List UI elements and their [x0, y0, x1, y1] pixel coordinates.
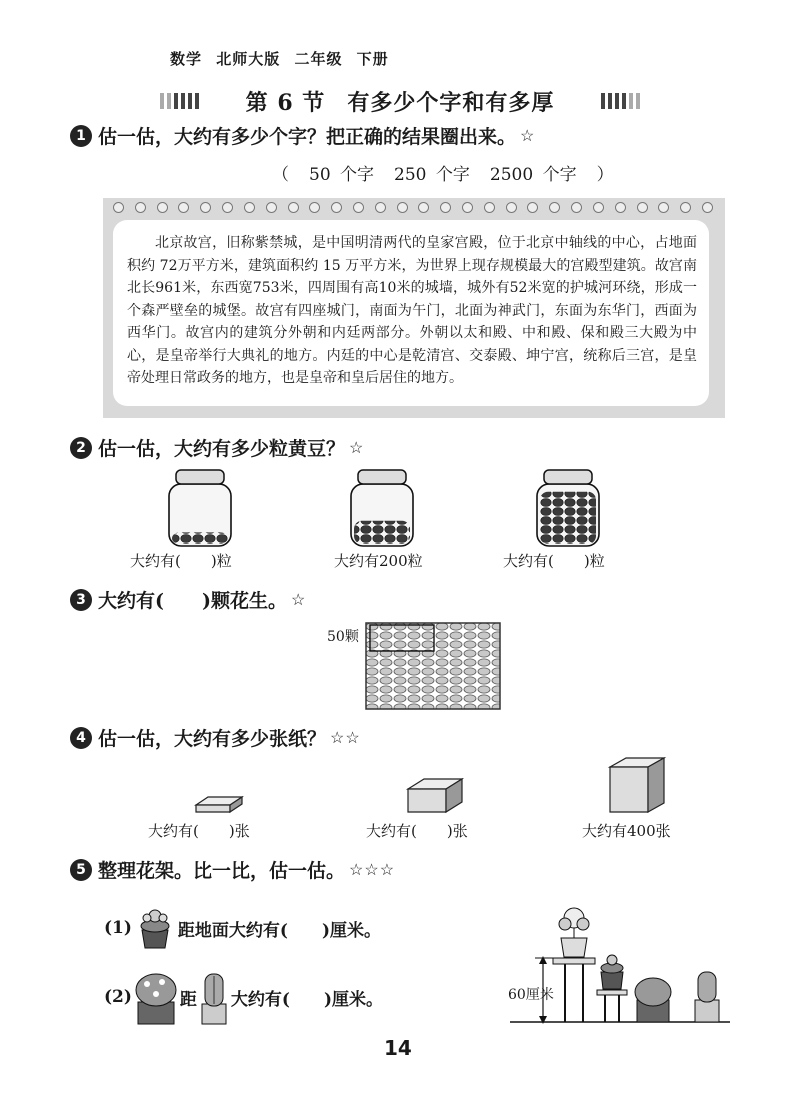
page-number: 14: [384, 1036, 412, 1060]
question-4: [70, 724, 361, 751]
stack-2-label: 大约有( )张: [366, 822, 468, 840]
difficulty-stars: ☆☆☆: [349, 860, 396, 879]
jar-1-beans: [172, 532, 228, 544]
section-number: 第 6 节: [245, 89, 326, 116]
question-1: [70, 122, 535, 149]
title-bars-left: [160, 93, 199, 109]
question-text: 估一估，大约有多少粒黄豆？: [98, 438, 346, 460]
jar-2-label: 大约有200粒: [334, 552, 423, 570]
section-title-row: [160, 86, 640, 116]
sub-prefix: (1): [104, 918, 132, 938]
paper-stacks: [0, 755, 800, 815]
sub-prefix: (2): [104, 987, 132, 1007]
notebook-rings: [113, 202, 713, 216]
question-number-badge: 4: [70, 727, 92, 749]
section-title: 有多少个字和有多厚: [347, 89, 555, 116]
choice-2500[interactable]: 2500 个字: [489, 165, 577, 185]
stack-1-label: 大约有( )张: [148, 822, 250, 840]
difficulty-stars: ☆: [349, 438, 365, 457]
question-number-badge: 3: [70, 589, 92, 611]
jar-1-label: 大约有( )粒: [130, 552, 232, 570]
jar-3-beans: [540, 492, 596, 544]
answer-choices: [262, 160, 624, 185]
question-number-badge: 5: [70, 859, 92, 881]
question-text: 整理花架。比一比，估一估。: [98, 860, 346, 882]
jar-3-label: 大约有( )粒: [503, 552, 605, 570]
difficulty-stars: ☆: [520, 126, 536, 145]
q5-sub-1: [104, 906, 381, 950]
paper-stack-large: [610, 758, 664, 812]
jar-2: [351, 470, 413, 546]
question-2: [70, 434, 364, 461]
passage-card: [113, 220, 709, 406]
sub-mid: 距: [179, 989, 197, 1010]
paper-stack-medium: [408, 779, 462, 812]
choice-250[interactable]: 250 个字: [394, 165, 470, 185]
question-3: [70, 586, 306, 613]
paren-open: （: [272, 165, 289, 185]
paper-stack-small: [196, 797, 242, 812]
flower-bush-pot-icon: [132, 968, 180, 1026]
question-number-badge: 2: [70, 437, 92, 459]
difficulty-stars: ☆☆: [330, 728, 361, 747]
title-bars-right: [601, 93, 640, 109]
height-label: 60厘米: [508, 987, 554, 1003]
paren-close: ）: [596, 165, 614, 185]
sample-label-50: 50颗: [327, 629, 359, 645]
jar-2-lid: [358, 470, 406, 484]
jar-1-lid: [176, 470, 224, 484]
question-text: 大约有( )颗花生。: [98, 590, 287, 612]
peanut-pile: [365, 622, 501, 710]
jar-2-beans: [354, 521, 410, 544]
jar-3-lid: [544, 470, 592, 484]
potted-flower-icon: [132, 906, 178, 950]
question-5: [70, 856, 395, 883]
question-text: 估一估，大约有多少个字？把正确的结果圈出来。: [98, 126, 517, 148]
choice-50[interactable]: 50 个字: [309, 165, 375, 185]
jar-1: [169, 470, 231, 546]
question-text: 估一估，大约有多少张纸？: [98, 728, 327, 750]
page-title: [246, 86, 555, 117]
difficulty-stars: ☆: [290, 590, 307, 609]
flower-shelf-diagram: [505, 900, 735, 1030]
book-header: 数学 北师大版 二年级 下册: [170, 50, 389, 68]
sub-text: 大约有( )厘米。: [230, 989, 384, 1010]
cactus-pot-icon: [197, 968, 231, 1026]
stack-3-label: 大约有400张: [582, 822, 671, 840]
jar-3: [537, 470, 599, 546]
q5-sub-2: [104, 968, 383, 1026]
question-number-badge: 1: [70, 125, 92, 147]
passage-text: 北京故宫，旧称紫禁城，是中国明清两代的皇家宫殿，位于北京中轴线的中心，占地面积约 72万平方米，建筑面积约 15 万平方米，为世界上现存规模最大的宫殿型建筑。故宫南北长961米，东西宽753米，四周围有高10米的城墙，城外有52米宽的护城河环绕，形成一个森严壁垒的城堡。故宫有四座城门，南面为午门，北面为神武门，东面为东华门，西面为西华门。故宫内的建筑分外朝和内廷两部分。外朝以太和殿、中和殿、保和殿三大殿为中心，是皇帝举行大典礼的地方。内廷的中心是乾清宫、交泰殿、坤宁宫，统称后三宫，是皇帝处理日常政务的地方，也是皇帝和皇后居住的地方。: [127, 235, 697, 386]
passage-notebox: [103, 198, 725, 418]
sub-text: 距地面大约有( )厘米。: [177, 920, 382, 941]
